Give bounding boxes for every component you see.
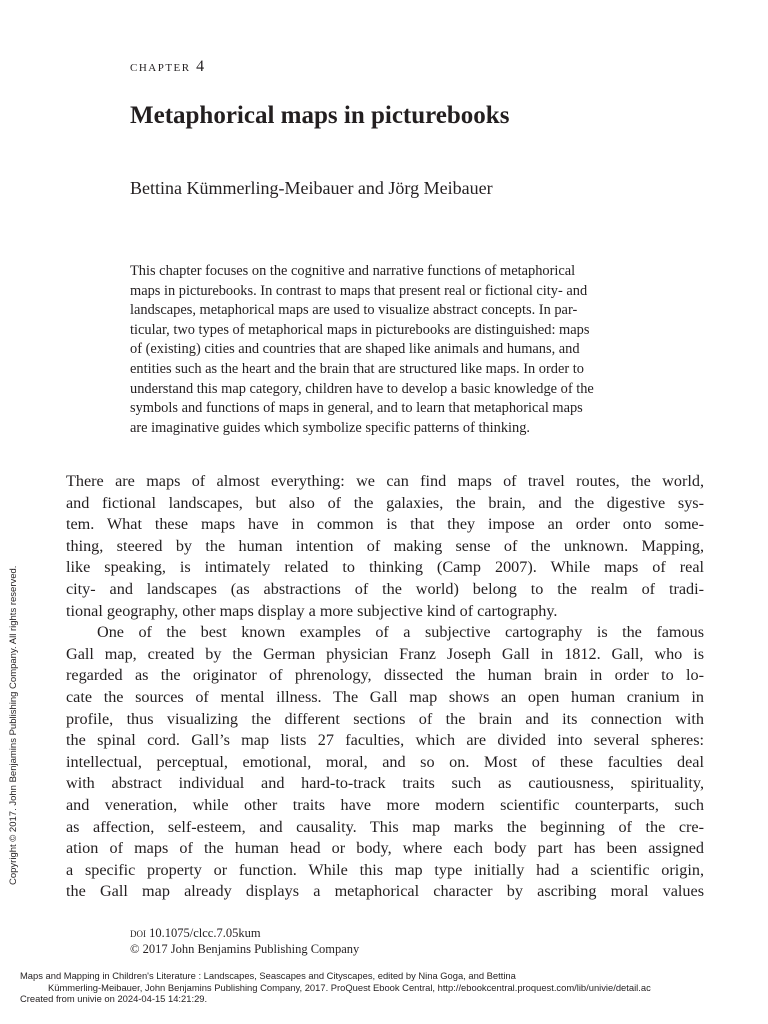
abstract-line: ticular, two types of metaphorical maps in picturebooks are distinguished: maps — [130, 321, 590, 338]
body-text — [66, 471, 704, 903]
chapter-label: chapter 4 — [130, 58, 206, 75]
body-line: Gall map, created by the German physician Franz Joseph Gall in 1812. Gall, who is — [66, 644, 704, 663]
abstract — [130, 262, 700, 438]
body-line: the spinal cord. Gall’s map lists 27 faculties, which are divided into several spheres: — [66, 731, 704, 750]
abstract-line: understand this map category, children have to develop a basic knowledge of the — [130, 380, 594, 397]
abstract-line: This chapter focuses on the cognitive and narrative functions of metaphorical — [130, 263, 576, 279]
body-line: as affection, self-esteem, and causality. This map marks the beginning of the cre- — [66, 817, 704, 836]
abstract-line: of (existing) cities and countries that are shaped like animals and humans, and — [130, 341, 580, 358]
body-line: ation of maps of the human head or body, where each body part has been assigned — [66, 839, 704, 858]
abstract-line: symbols and functions of maps in general, and to learn that metaphorical maps — [130, 400, 583, 417]
abstract-line: maps in picturebooks. In contrast to maps that present real or fictional city- and — [130, 282, 588, 299]
footer-citation-line: Kümmerling-Meibauer, John Benjamins Publishing Company, 2017. ProQuest Ebook Central, http://ebookcentral.proquest.com/lib/univie/detail.ac — [48, 981, 651, 993]
footer-citation-line: Maps and Mapping in Children's Literature : Landscapes, Seascapes and Cityscapes, edited by Nina Goga, and Bettina — [20, 970, 516, 981]
body-line: the Gall map already displays a metaphorical character by ascribing moral values — [66, 882, 704, 901]
body-line: tem. What these maps have in common is that they impose an order onto some- — [66, 515, 704, 534]
body-line: tional geography, other maps display a more subjective kind of cartography. — [66, 601, 558, 620]
chapter-authors: Bettina Kümmerling-Meibauer and Jörg Meibauer — [130, 178, 493, 198]
body-line: a specific property or function. While this map type initially had a scientific origin, — [66, 860, 704, 879]
doi-value: 10.1075/clcc.7.05kum — [146, 926, 261, 940]
body-line: like speaking, is intimately related to thinking (Camp 2007). While maps of real — [66, 558, 704, 577]
body-line: cate the sources of mental illness. The Gall map shows an open human cranium in — [66, 687, 704, 706]
body-line: intellectual, perceptual, emotional, moral, and so on. Most of these faculties deal — [66, 752, 704, 771]
abstract-line: are imaginative guides which symbolize specific patterns of thinking. — [130, 419, 531, 436]
body-line: There are maps of almost everything: we can find maps of travel routes, the world, — [66, 472, 704, 490]
abstract-line: entities such as the heart and the brain that are structured like maps. In order to — [130, 360, 584, 377]
body-line: and veneration, while other traits have more modern scientific counterparts, such — [66, 795, 704, 814]
chapter-title: Metaphorical maps in picturebooks — [130, 102, 510, 129]
body-line: regarded as the originator of phrenology, dissected the human brain in order to lo- — [66, 666, 704, 685]
doi-line — [130, 925, 359, 941]
abstract-line: landscapes, metaphorical maps are used to visualize abstract concepts. In par- — [130, 302, 578, 319]
body-line: city- and landscapes (as abstractions of the world) belong to the realm of tradi- — [66, 579, 704, 598]
body-line: thing, steered by the human intention of making sense of the unknown. Mapping, — [66, 536, 704, 555]
doi-block — [130, 925, 359, 957]
body-line: with abstract individual and hard-to-track traits such as cautiousness, spirituality, — [66, 774, 704, 793]
body-line: One of the best known examples of a subjective cartography is the famous — [97, 623, 704, 642]
body-line: and fictional landscapes, but also of the galaxies, the brain, and the digestive sys- — [66, 493, 704, 512]
ebook-footer — [20, 970, 768, 1005]
doi-prefix: doi — [130, 926, 146, 940]
footer-created-line: Created from univie on 2024-04-15 14:21:29. — [20, 993, 208, 1004]
body-line: profile, thus visualizing the different sections of the brain and its connection with — [66, 709, 704, 728]
publisher-copyright: © 2017 John Benjamins Publishing Company — [130, 942, 360, 956]
copyright-side-note: Copyright © 2017. John Benjamins Publishing Company. All rights reserved. — [8, 565, 19, 885]
